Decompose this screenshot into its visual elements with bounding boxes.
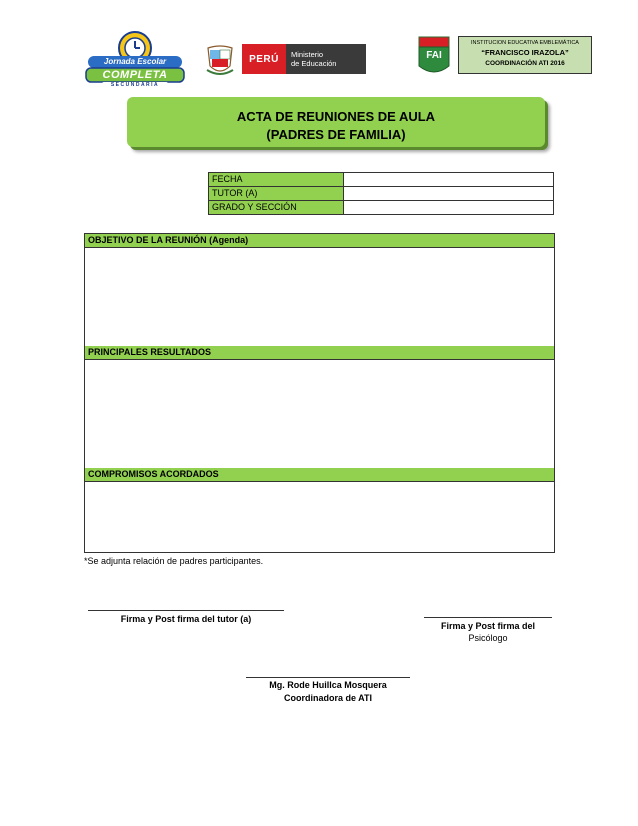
fai-logo-text: FAI: [426, 50, 442, 61]
fecha-field[interactable]: [344, 173, 554, 187]
tutor-signature-line: [88, 610, 284, 611]
coordination-label: COORDINACIÓN ATI 2016: [485, 60, 565, 67]
objetivo-header: OBJETIVO DE LA REUNIÓN (Agenda): [85, 234, 554, 248]
tutor-signature-label: Firma y Post firma del tutor (a): [120, 614, 252, 624]
institution-type: INSTITUCION EDUCATIVA EMBLEMÁTICA: [471, 40, 579, 46]
tutor-field[interactable]: [344, 187, 554, 201]
ministerio-educacion-logo: [242, 44, 366, 74]
tutor-label: TUTOR (A): [209, 187, 344, 201]
coordinador-name: Mg. Rode Huillca Mosquera: [269, 680, 387, 690]
section-objetivo: [84, 233, 555, 348]
peru-label: PERÚ: [242, 44, 286, 74]
coordinador-signature-line: [246, 677, 410, 678]
participants-note: *Se adjunta relación de padres participantes.: [84, 556, 264, 566]
ministry-line1: Ministerio: [291, 50, 324, 59]
logo-jec-line2: COMPLETA: [102, 69, 168, 81]
grado-seccion-label: GRADO Y SECCIÓN: [209, 201, 344, 215]
title-banner: [127, 97, 545, 147]
section-resultados: [84, 346, 555, 469]
info-row-tutor: [209, 187, 554, 201]
psicologo-signature-label: [410, 621, 566, 643]
fecha-label: FECHA: [209, 173, 344, 187]
grado-seccion-field[interactable]: [344, 201, 554, 215]
institution-name: “FRANCISCO IRAZOLA”: [481, 48, 569, 57]
logo-jec-line1: Jornada Escolar: [103, 57, 167, 66]
info-row-grado: [209, 201, 554, 215]
institution-box: [458, 36, 592, 74]
logo-jec-line3: SECUNDARIA: [110, 82, 160, 88]
info-row-fecha: [209, 173, 554, 187]
coordinador-signature-label: [226, 680, 430, 703]
psicologo-signature-line: [424, 617, 552, 618]
info-table: [208, 172, 554, 215]
psicologo-label-line2: Psicólogo: [468, 633, 508, 643]
title-line2: (PADRES DE FAMILIA): [266, 127, 406, 142]
objetivo-content[interactable]: [85, 248, 554, 347]
psicologo-label-line1: Firma y Post firma del: [440, 621, 536, 631]
section-compromisos: [84, 468, 555, 553]
ministry-line2: de Educación: [291, 59, 337, 68]
resultados-header: PRINCIPALES RESULTADOS: [85, 346, 554, 360]
coordinador-role: Coordinadora de ATI: [283, 693, 372, 703]
resultados-content[interactable]: [85, 360, 554, 468]
title-line1: ACTA DE REUNIONES DE AULA: [236, 109, 436, 124]
peru-coat-of-arms-icon: [205, 44, 235, 78]
compromisos-header: COMPROMISOS ACORDADOS: [85, 468, 554, 482]
compromisos-content[interactable]: [85, 482, 554, 552]
